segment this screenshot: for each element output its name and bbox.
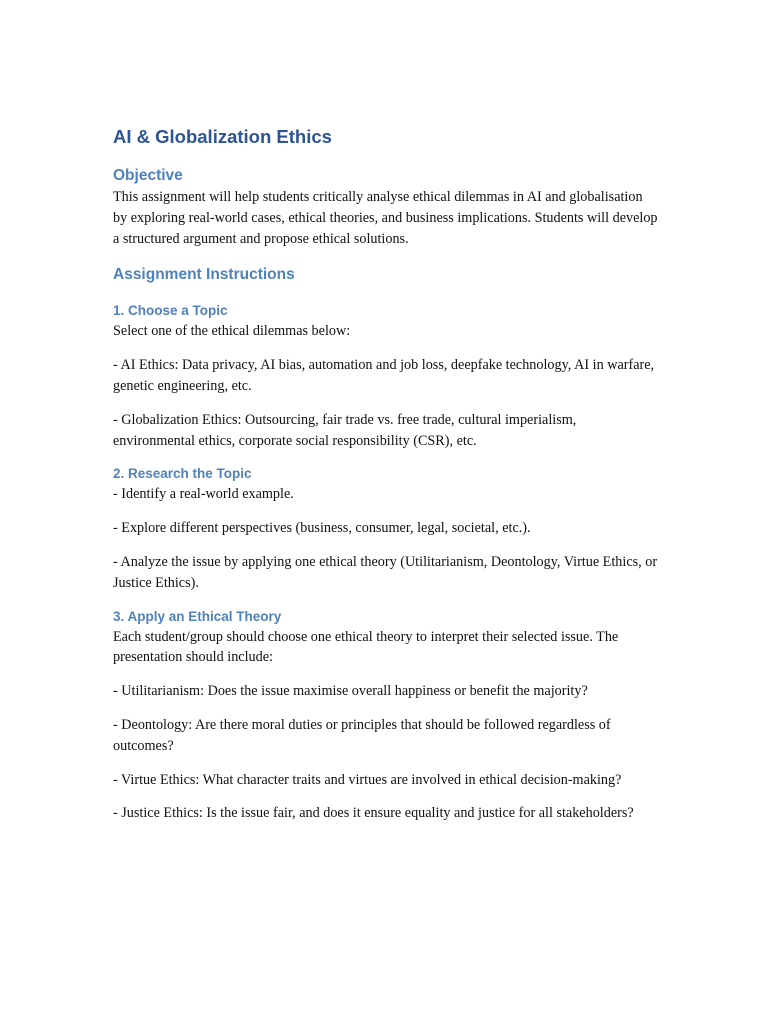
- step2-item-identify: - Identify a real-world example.: [113, 486, 294, 503]
- step1-item-ai-ethics: - AI Ethics: Data privacy, AI bias, automation and job loss, deepfake technology, AI in warfare, genetic engineering, etc.: [113, 357, 655, 394]
- step1-item-globalization-ethics: - Globalization Ethics: Outsourcing, fair trade vs. free trade, cultural imperialism, environmental ethics, corporate social responsibility (CSR), etc.: [113, 411, 577, 449]
- step2-item-analyze: - Analyze the issue by applying one ethical theory (Utilitarianism, Deontology, Virtue Ethics, or Justice Ethics).: [113, 553, 658, 591]
- step3-intro: Each student/group should choose one ethical theory to interpret their selected issue. The presentation should include:: [113, 628, 619, 666]
- step3-heading: 3. Apply an Ethical Theory: [113, 608, 282, 624]
- step1-intro: Select one of the ethical dilemmas below:: [113, 323, 351, 340]
- step3-item-justice-ethics: - Justice Ethics: Is the issue fair, and does it ensure equality and justice for all stakeholders?: [113, 805, 634, 822]
- objective-heading: Objective: [113, 167, 183, 184]
- step3-item-virtue-ethics: - Virtue Ethics: What character traits and virtues are involved in ethical decision-making?: [113, 771, 622, 788]
- step3-item-deontology: - Deontology: Are there moral duties or principles that should be followed regardless of outcomes?: [113, 716, 611, 754]
- instructions-heading: Assignment Instructions: [113, 266, 295, 284]
- step1-heading: 1. Choose a Topic: [113, 303, 228, 319]
- step2-item-explore: - Explore different perspectives (business, consumer, legal, societal, etc.).: [113, 520, 531, 537]
- document-title: AI & Globalization Ethics: [113, 126, 332, 147]
- document-body: [113, 124, 658, 824]
- objective-text: This assignment will help students critically analyse ethical dilemmas in AI and globalisation by exploring real-world cases, ethical theories, and business implications. Students will develop a structured argument and propose ethical solutions.: [113, 189, 658, 247]
- step3-item-utilitarianism: - Utilitarianism: Does the issue maximise overall happiness or benefit the majority?: [113, 683, 588, 700]
- step2-heading: 2. Research the Topic: [113, 466, 252, 482]
